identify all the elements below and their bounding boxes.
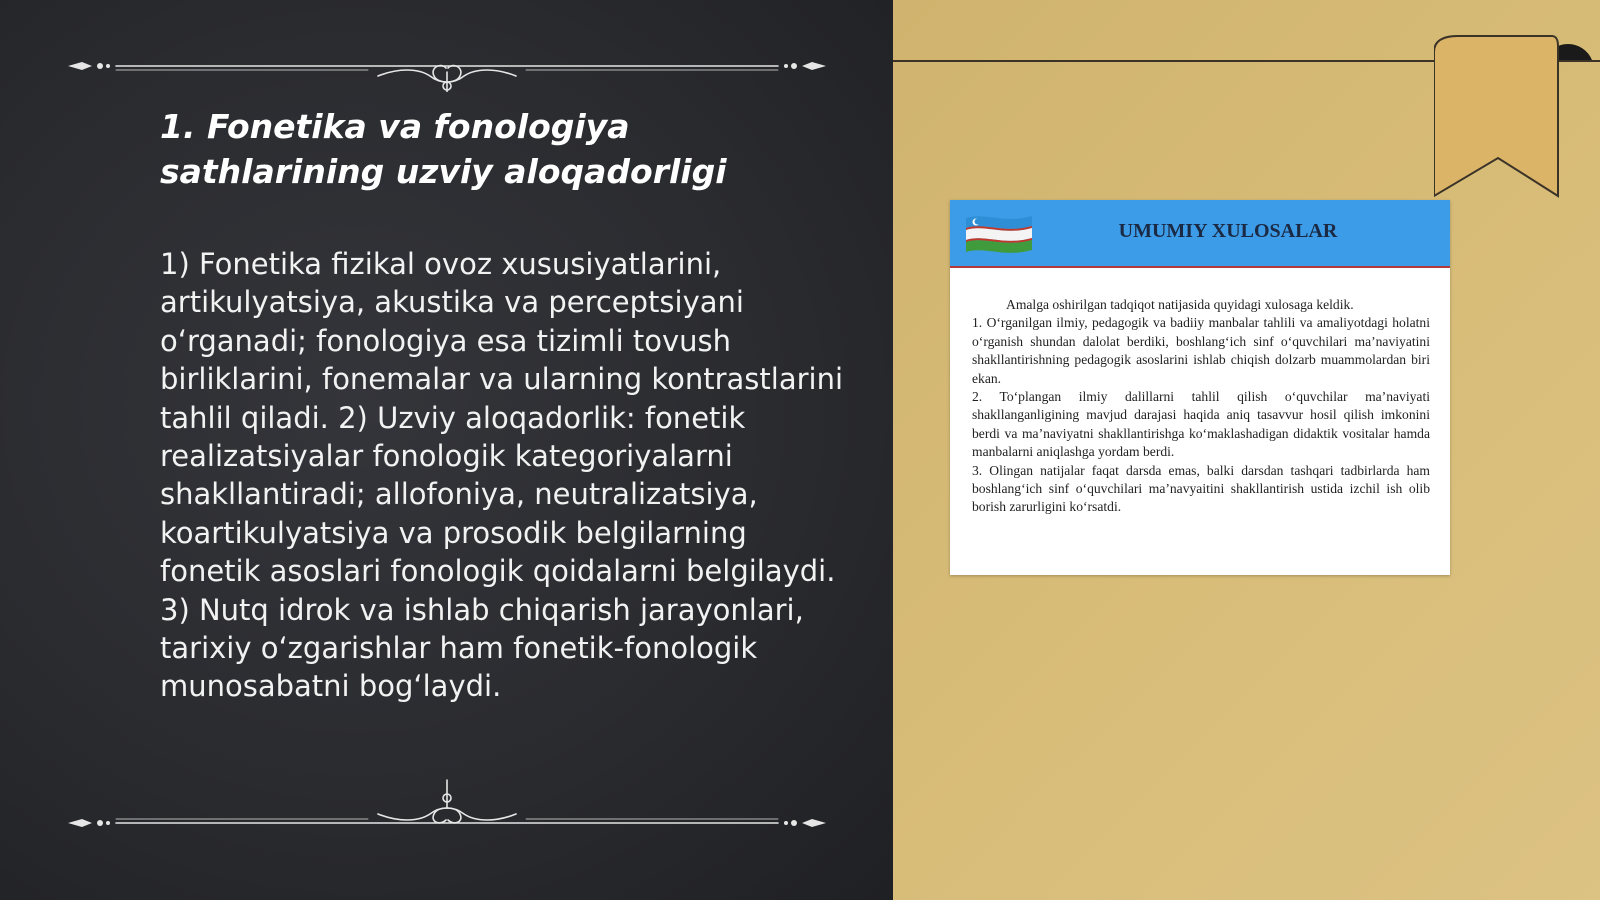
ribbon-bookmark-icon xyxy=(1434,30,1600,200)
flourish-divider-icon xyxy=(68,778,826,828)
card-body xyxy=(972,296,1430,517)
card-point: 1. O‘rganilgan ilmiy, pedagogik va badiiy manbalar tahlili va amaliyotdagi holatni o‘rganish shundan dalolat berdiki, boshlang‘ich sinf o‘quvchilari ma’naviyatini shakllantirishning pedagogik asoslarini ishlab chiqish dolzarb muammolardan biri ekan. xyxy=(972,315,1430,386)
card-header xyxy=(950,200,1450,268)
flourish-divider-icon xyxy=(68,42,826,92)
card-point: 3. Olingan natijalar faqat darsda emas, balki darsdan tashqari tadbirlarda ham boshlang‘ich sinf o‘quvchilari ma’navyaitini shakllantirish ustida izchil ish olib borish zarurligini ko‘rsatdi. xyxy=(972,462,1430,515)
card-intro: Amalga oshirilgan tadqiqot natijasida quyidagi xulosaga keldik. xyxy=(1006,297,1354,312)
slide-title: 1. Fonetika va fonologiya sathlarining uzviy aloqadorligi xyxy=(160,107,727,191)
slide-body-text: 1) Fonetika fizikal ovoz xususiyatlarini, artikulyatsiya, akustika va perceptsiyani o‘rganadi; fonologiya esa tizimli tovush birliklarini, fonemalar va ularning kontrastlarini tahlil qiladi. 2) Uzviy aloqadorlik: fonetik realizatsiyalar fonologik kategoriyalarni shakllantiradi; allofoniya, neutralizatsiya, koartikulyatsiya va prosodik belgilarning fonetik asoslari fonologik qoidalarni belgilaydi. 3) Nutq idrok va ishlab chiqarish jarayonlari, tarixiy o‘zgarishlar ham fonetik-fonologik munosabatni bog‘laydi. xyxy=(160,247,844,704)
uzbekistan-flag-icon xyxy=(964,212,1034,254)
summary-card xyxy=(950,200,1450,575)
card-point: 2. To‘plangan ilmiy dalillarni tahlil qilish o‘quvchilar ma’naviyati shakllanganligining mavjud darajasi haqida aniq tasavvur hosil qilish imkonini berdi va ma’naviyatni shakllantirishga ko‘maklashadigan didaktik vositalar hamda manbalarni aniqlashga yordam berdi. xyxy=(972,389,1430,460)
card-title: UMUMIY XULOSALAR xyxy=(1118,220,1338,242)
